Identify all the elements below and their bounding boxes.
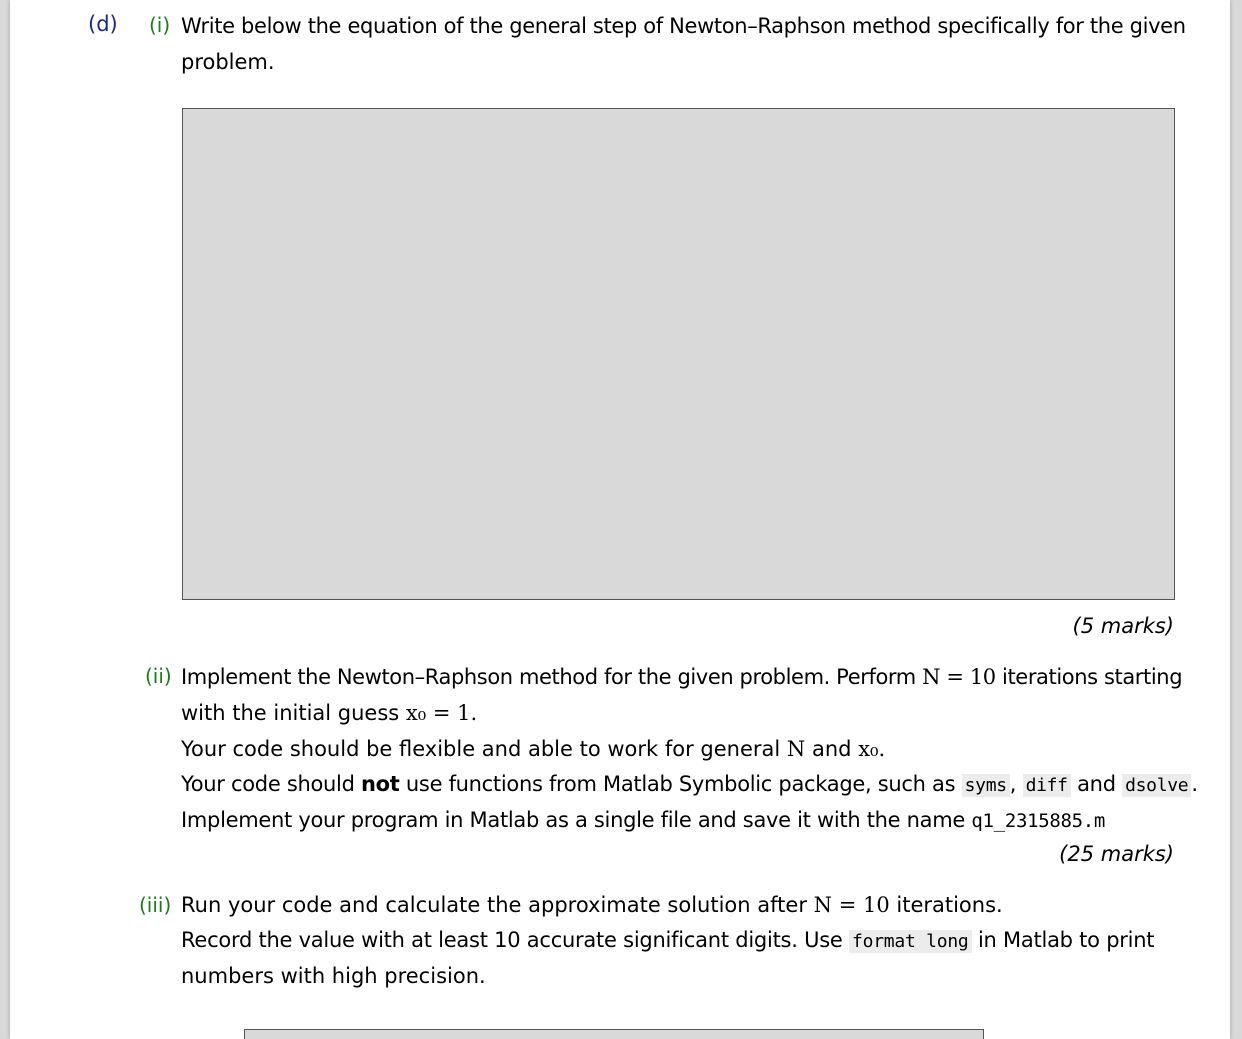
sub-ii-and-word: and — [811, 737, 852, 761]
sub-i-line-1: Write below the equation of the general step of Newton–Raphson method specifically for the given — [181, 14, 1186, 38]
sub-ii-line-1 — [181, 659, 1182, 695]
sub-i-line-2: problem. — [181, 50, 275, 74]
sub-ii-line-5 — [181, 802, 1105, 839]
code-dsolve: dsolve — [1122, 774, 1191, 797]
sub-iii-line-1 — [181, 887, 1003, 923]
code-format-long: format long — [849, 930, 971, 953]
part-d-label: (d) — [88, 12, 118, 36]
sub-iii-label: (iii) — [139, 893, 172, 917]
sub-i-label: (i) — [149, 13, 171, 37]
sub-ii-label: (ii) — [145, 664, 172, 688]
sub-ii-x0-symbol: x₀. — [858, 737, 886, 761]
sub-iii-n-equation: N = 10 — [813, 893, 890, 917]
sub-ii-line-2-text: with the initial guess — [181, 701, 400, 725]
sub-iii-line-2-text-a: Record the value with at least 10 accurate significant digits. Use — [181, 928, 843, 952]
answer-box-iii[interactable] — [244, 1029, 984, 1039]
answer-box-i[interactable] — [182, 108, 1175, 600]
sub-iii-line-2-text-b: in Matlab to print — [977, 928, 1155, 952]
sub-iii-line-2 — [181, 922, 1154, 960]
code-diff: diff — [1023, 774, 1071, 797]
sub-ii-line-2 — [181, 695, 477, 731]
code-syms: syms — [962, 774, 1010, 797]
sub-ii-line-1-text-b: iterations starting — [1002, 665, 1183, 689]
sub-ii-x0-equation: x₀ = 1. — [405, 701, 478, 725]
sub-ii-not-bold: not — [361, 772, 400, 796]
period: . — [1191, 772, 1198, 796]
sub-ii-line-5-text: Implement your program in Matlab as a single file and save it with the name — [181, 808, 966, 832]
sub-iii-line-3: numbers with high precision. — [181, 964, 486, 988]
filename: q1_2315885.m — [971, 810, 1106, 832]
sub-i-marks: (5 marks) — [1072, 614, 1174, 638]
sub-ii-line-3-text: Your code should be flexible and able to work for general — [181, 737, 781, 761]
sub-ii-line-1-text-a: Implement the Newton–Raphson method for the given problem. Perform — [181, 665, 916, 689]
and-word: and — [1077, 772, 1116, 796]
sub-ii-marks: (25 marks) — [1059, 842, 1174, 866]
sub-ii-line-4-text-b: use functions from Matlab Symbolic package, such as — [405, 772, 956, 796]
sub-ii-n-equation: N = 10 — [922, 665, 996, 689]
comma: , — [1009, 772, 1017, 796]
sub-iii-line-1-text-a: Run your code and calculate the approximate solution after — [181, 893, 807, 917]
sub-ii-line-3 — [181, 731, 885, 767]
sub-ii-n-symbol: N — [786, 737, 806, 761]
document-page — [10, 0, 1230, 1039]
sub-iii-line-1-text-b: iterations. — [896, 893, 1003, 917]
sub-ii-line-4-text-a: Your code should — [181, 772, 355, 796]
sub-ii-line-4 — [181, 766, 1198, 804]
